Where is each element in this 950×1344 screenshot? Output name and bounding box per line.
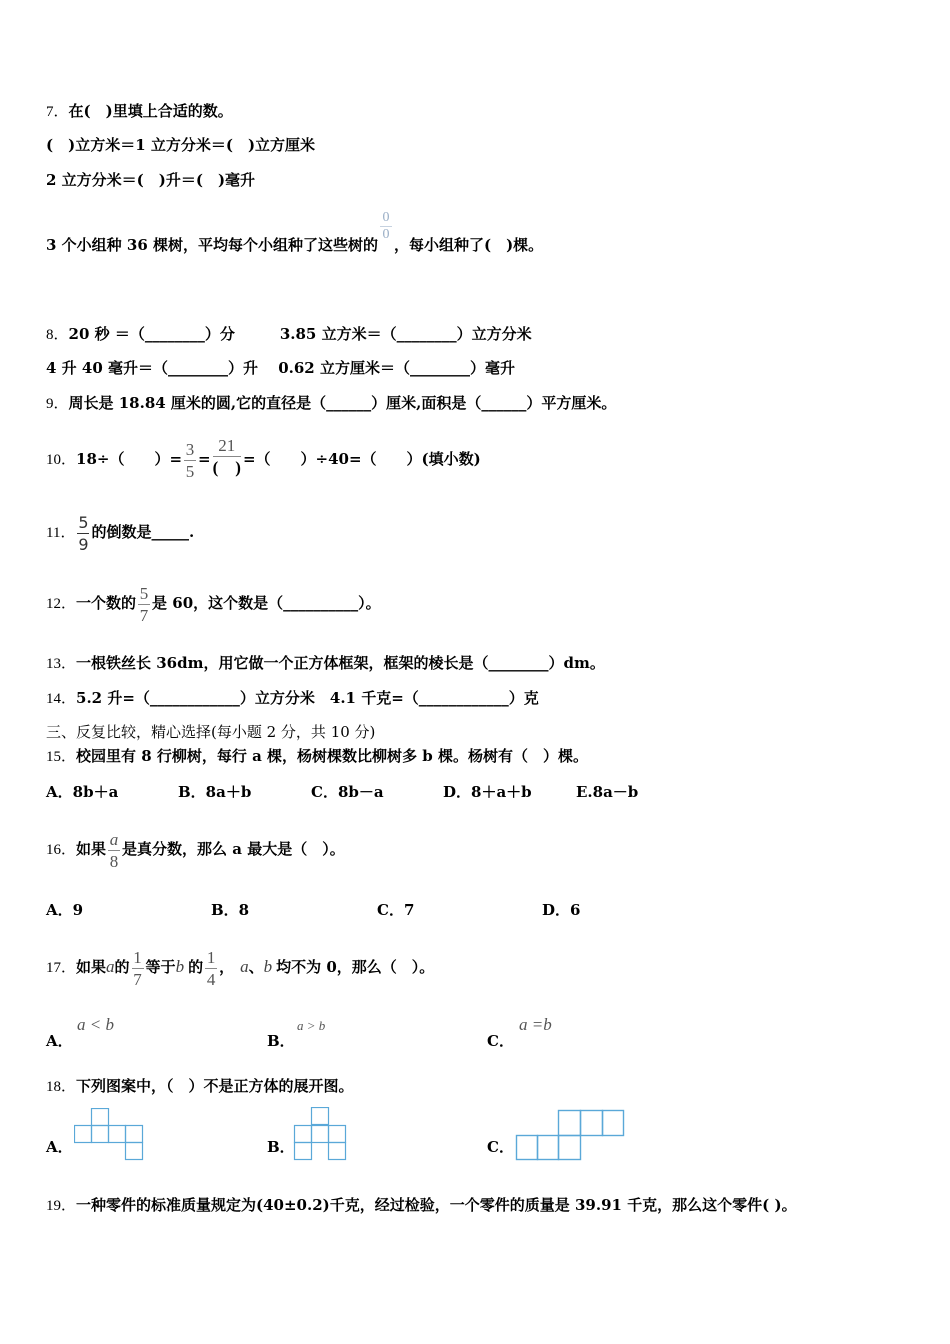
q11-text: 的倒数是_____.	[91, 523, 195, 541]
q15-option-d[interactable]: D．8＋a＋b	[443, 783, 532, 801]
q7-fraction-numerator: 0	[382, 209, 390, 225]
q17-p1: 如果	[76, 958, 107, 976]
q16-option-b[interactable]: B．8	[211, 901, 250, 919]
q7-line3	[46, 209, 544, 268]
q10-fraction-1-numerator: 3	[185, 439, 195, 459]
q13-line	[46, 653, 605, 674]
q7-title: 在( )里填上合适的数。	[68, 102, 233, 120]
q19-line	[46, 1195, 797, 1216]
q15-text: 校园里有 8 行柳树，每行 a 棵，杨树棵数比柳树多 b 棵。杨树有（ ）棵。	[76, 747, 588, 765]
q8-line2: 4 升 40 毫升＝（________）升 0.62 立方厘米＝（________）毫升	[46, 359, 515, 377]
q12-fraction-denominator: 7	[139, 605, 149, 625]
q15-option-a[interactable]: A．8b＋a	[46, 783, 119, 801]
q17-p6: 均不为 0，那么（ ）。	[276, 958, 435, 976]
q13-text: 一根铁丝长 36dm，用它做一个正方体框架，框架的棱长是（________）dm。	[76, 654, 605, 672]
q10-line	[46, 430, 481, 489]
q13-number: 13．	[46, 656, 77, 672]
q14-text: 5.2 升=（____________）立方分米 4.1 千克=（____________）克	[76, 689, 539, 707]
q17-p3: 等于	[145, 958, 176, 976]
q17-sep: 、	[248, 958, 264, 976]
q16-pre: 如果	[76, 840, 107, 858]
q12-fraction-numerator: 5	[139, 583, 149, 603]
q17-var-a: a	[106, 957, 115, 976]
q17-option-c-expr: a =b	[519, 1015, 552, 1034]
q17-var-a2: a	[240, 957, 249, 976]
q17-fraction-1-denominator: 7	[133, 969, 142, 989]
q7-line2: 2 立方分米＝( )升＝( )毫升	[46, 171, 256, 189]
q16-fraction	[108, 830, 120, 871]
q7-line1: ( )立方米＝1 立方分米＝( )立方厘米	[46, 136, 316, 154]
q7-line3-pre: 3 个小组种 36 棵树，平均每个小组种了这些树的	[46, 236, 378, 254]
q16-option-d[interactable]: D．6	[542, 901, 581, 919]
q12-pre: 一个数的	[76, 594, 137, 612]
q10-equals: =	[198, 450, 211, 468]
q12-line	[46, 570, 381, 637]
q17-p4: 的	[188, 958, 204, 976]
q17-option-a-expr: a < b	[77, 1015, 114, 1034]
q8-line1-text: 20 秒 ＝（________）分 3.85 立方米＝（________）立方分米	[68, 325, 532, 343]
q15-number: 15．	[46, 749, 77, 765]
q16-fraction-denominator: 8	[109, 851, 119, 871]
q14-line	[46, 688, 539, 709]
q17-fraction-2-denominator: 4	[206, 969, 216, 989]
q17-option-c[interactable]: C．	[487, 1032, 514, 1050]
q16-number: 16．	[46, 842, 77, 858]
q17-fraction-2	[205, 948, 217, 989]
q10-fraction-2-denominator: ( )	[212, 457, 241, 477]
q17-var-b: b	[175, 957, 185, 976]
q17-fraction-1-numerator: 1	[133, 947, 142, 967]
q18-number: 18．	[46, 1079, 77, 1095]
q16-option-c[interactable]: C．7	[377, 901, 415, 919]
q12-number: 12．	[46, 596, 77, 612]
q16-option-a[interactable]: A．9	[46, 901, 84, 919]
q12-fraction	[138, 584, 150, 625]
q18-net-c	[515, 1109, 627, 1163]
q15-option-b[interactable]: B．8a＋b	[178, 783, 252, 801]
q14-number: 14．	[46, 691, 77, 707]
q15-option-c[interactable]: C．8b－a	[311, 783, 384, 801]
q17-p2: 的	[114, 958, 130, 976]
q18-option-a[interactable]: A．	[46, 1138, 73, 1156]
q9-number: 9．	[46, 396, 69, 412]
q17-option-b[interactable]: B．	[267, 1032, 295, 1050]
q10-fraction-2-numerator: 21	[218, 435, 236, 455]
q17-p5: ，	[219, 958, 235, 976]
q7-fraction	[380, 211, 392, 242]
q11-fraction-denominator: 9	[78, 534, 89, 554]
q19-text: 一种零件的标准质量规定为(40±0.2)千克，经过检验，一个零件的质量是 39.91 千克，那么这个零件( )。	[76, 1196, 797, 1214]
q19-number: 19．	[46, 1198, 77, 1214]
q17-number: 17．	[46, 960, 77, 976]
q9-line	[46, 393, 616, 414]
q16-line	[46, 816, 345, 883]
q11-line	[46, 507, 194, 558]
q18-net-b	[293, 1107, 349, 1163]
q16-fraction-numerator: a	[109, 829, 119, 849]
q15-line	[46, 746, 588, 767]
q18-option-b[interactable]: B．	[267, 1138, 295, 1156]
q11-fraction	[77, 513, 89, 554]
q10-number: 10．	[46, 452, 77, 468]
q17-option-a[interactable]: A．	[46, 1032, 73, 1050]
q16-post: 是真分数，那么 a 最大是（ ）。	[122, 840, 345, 858]
q17-fraction-2-numerator: 1	[206, 947, 216, 967]
q18-line	[46, 1076, 354, 1097]
q18-option-c[interactable]: C．	[487, 1138, 514, 1156]
q17-line	[46, 934, 434, 1001]
q17-option-b-expr: a > b	[297, 1018, 326, 1033]
q11-number: 11．	[46, 525, 76, 541]
q11-fraction-numerator: 5	[78, 512, 89, 532]
section-3-title: 三、反复比较，精心选择(每小题 2 分，共 10 分)	[46, 723, 376, 741]
q17-var-b2: b	[263, 957, 273, 976]
q17-fraction-1	[132, 948, 144, 989]
q9-text: 周长是 18.84 厘米的圆,它的直径是（______）厘米,面积是（______）平方厘米。	[68, 394, 617, 412]
q15-option-e[interactable]: E.8a－b	[576, 783, 639, 801]
q8-number: 8．	[46, 327, 69, 343]
q18-text: 下列图案中，（ ）不是正方体的展开图。	[76, 1077, 354, 1095]
q18-net-a	[74, 1108, 146, 1162]
q10-fraction-2	[213, 436, 241, 477]
q7-fraction-denominator: 0	[382, 226, 390, 242]
q7-title-line	[46, 101, 233, 122]
q12-post: 是 60，这个数是（__________）。	[152, 594, 381, 612]
q10-post: =（ ）÷40=（ ）(填小数)	[242, 450, 481, 468]
q10-fraction-1	[184, 440, 196, 481]
q7-number: 7．	[46, 104, 69, 120]
q8-line1	[46, 324, 532, 345]
q10-fraction-1-denominator: 5	[185, 461, 195, 481]
q10-pre: 18÷（ ）=	[76, 450, 183, 468]
q7-line3-post: ，每小组种了( )棵。	[393, 236, 544, 254]
